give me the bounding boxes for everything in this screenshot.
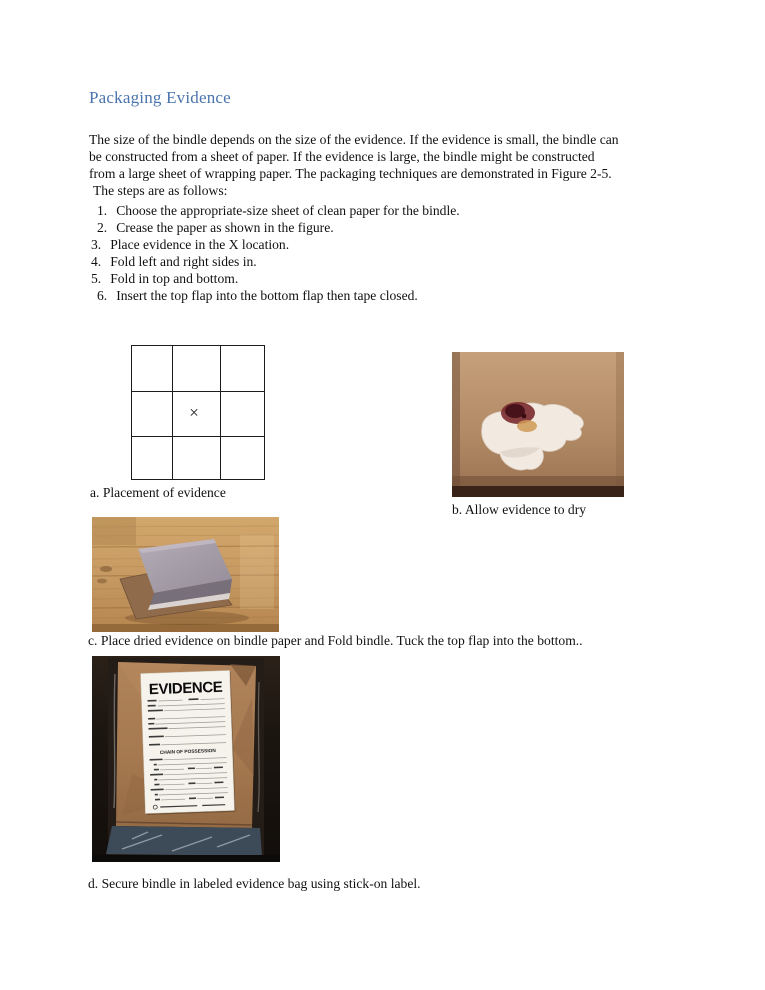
photo-b-right-edge bbox=[616, 352, 624, 497]
figure-b-caption: b. Allow evidence to dry bbox=[452, 502, 587, 517]
photo-evidence-drying bbox=[452, 352, 624, 497]
plastic-edge-glare-left bbox=[114, 674, 115, 808]
step-number: 5. bbox=[91, 271, 102, 286]
figure-c-caption: c. Place dried evidence on bindle paper and Fold bindle. Tuck the top flap into the bottom.. bbox=[88, 633, 583, 648]
paragraph-line: from a large sheet of wrapping paper. The packaging techniques are demonstrated in Figure 2-5. bbox=[89, 166, 612, 181]
figure-a-caption: a. Placement of evidence bbox=[90, 485, 226, 500]
step-item bbox=[91, 253, 460, 270]
photo-evidence-bag bbox=[92, 656, 280, 862]
step-text: Choose the appropriate-size sheet of clean paper for the bindle. bbox=[116, 203, 460, 218]
grid-cell bbox=[221, 346, 264, 392]
step-item bbox=[91, 236, 460, 253]
steps-list bbox=[91, 202, 460, 304]
grid-cell bbox=[221, 392, 264, 437]
grid-cell bbox=[173, 346, 221, 392]
grid-cell bbox=[132, 346, 173, 392]
paragraph-line: The size of the bindle depends on the size of the evidence. If the evidence is small, the bindle can bbox=[89, 132, 619, 147]
evidence-x-mark: × bbox=[189, 403, 199, 422]
step-item bbox=[97, 219, 460, 236]
step-text: Crease the paper as shown in the figure. bbox=[116, 220, 334, 235]
plastic-bottom-band bbox=[106, 826, 262, 856]
grid-cell-center bbox=[173, 392, 221, 437]
photo-b-left-shadow bbox=[452, 352, 460, 497]
step-item bbox=[91, 270, 460, 287]
step-item bbox=[97, 202, 460, 219]
step-number: 6. bbox=[97, 288, 108, 303]
step-number: 1. bbox=[97, 203, 108, 218]
step-number: 2. bbox=[97, 220, 108, 235]
photo-d-bottom-edge bbox=[92, 855, 280, 862]
step-text: Fold left and right sides in. bbox=[110, 254, 257, 269]
page-title: Packaging Evidence bbox=[89, 88, 231, 107]
photo-folded-bindle bbox=[92, 517, 279, 632]
grid-cell bbox=[221, 437, 264, 479]
grid-cell bbox=[132, 392, 173, 437]
wood-knot bbox=[100, 566, 112, 572]
wood-highlight bbox=[240, 535, 274, 609]
amber-stain bbox=[517, 420, 537, 432]
label-chain-header: CHAIN OF POSSESSION bbox=[159, 749, 216, 756]
paragraph-line: The steps are as follows: bbox=[93, 183, 228, 198]
label-title: EVIDENCE bbox=[148, 678, 223, 699]
step-text: Place evidence in the X location. bbox=[110, 237, 290, 252]
figure-d-caption: d. Secure bindle in labeled evidence bag using stick-on label. bbox=[88, 876, 421, 891]
grid-cell bbox=[173, 437, 221, 479]
step-number: 4. bbox=[91, 254, 102, 269]
bindle-fold-diagram bbox=[131, 345, 265, 480]
evidence-label bbox=[141, 670, 236, 815]
intro-paragraph bbox=[89, 131, 689, 199]
step-text: Fold in top and bottom. bbox=[110, 271, 239, 286]
step-number: 3. bbox=[91, 237, 102, 252]
wood-knot bbox=[97, 579, 107, 584]
photo-c-bottom-shade bbox=[92, 624, 279, 632]
blood-stain-speck bbox=[522, 414, 527, 419]
photo-b-bottom-band bbox=[452, 486, 624, 497]
step-text: Insert the top flap into the bottom flap then tape closed. bbox=[116, 288, 418, 303]
grid-cell bbox=[132, 437, 173, 479]
paragraph-line: be constructed from a sheet of paper. If the evidence is large, the bindle might be constructed bbox=[89, 149, 595, 164]
step-item bbox=[97, 287, 460, 304]
wood-dark-corner bbox=[92, 517, 136, 545]
